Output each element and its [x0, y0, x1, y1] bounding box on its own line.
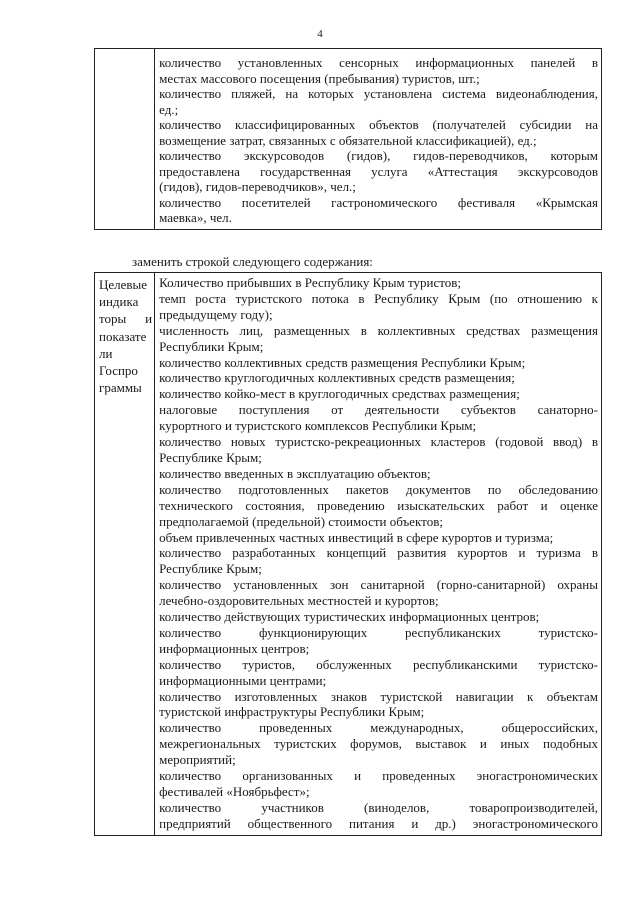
text-line: технического состояния, проведению изыскательских работ и оценке	[159, 497, 598, 513]
text-line: Республике Крым;	[159, 561, 262, 577]
text-line: (гидов), гидов-переводчиков», чел.;	[159, 179, 356, 194]
text-line: мероприятий;	[159, 752, 236, 768]
text-line: количество туристов, обслуженных республиканскими туристско-	[159, 656, 598, 672]
label-line	[99, 276, 152, 293]
label-word: показате	[99, 328, 147, 344]
text-line: объем привлеченных частных инвестиций в сфере курортов и туризма;	[159, 529, 554, 545]
label-word: Госпро	[99, 363, 138, 379]
text-line: Республики Крым;	[159, 338, 264, 354]
text-line: возмещение затрат, связанных с обязательной классификацией), ед.;	[159, 132, 537, 148]
label-line	[99, 310, 152, 327]
text-line: количество проведенных международных, общероссийских,	[159, 720, 598, 736]
text-line: туристской инфраструктуры Республики Крым;	[159, 704, 425, 720]
label-word: индика	[99, 294, 139, 310]
text-line: количество экскурсоводов (гидов), гидов-переводчиков, которым	[159, 148, 598, 163]
text-line: предприятий общественного питания и др.) эногастрономического	[159, 815, 598, 831]
text-line: количество разработанных концепций развития курортов и туризма в	[159, 545, 598, 561]
indicator-list-cell	[155, 273, 602, 836]
text-line: межрегиональных туристских форумов, выставок и иных подобных	[159, 736, 598, 752]
text-line: численность лиц, размещенных в коллективных средствах размещения	[159, 322, 598, 338]
text-line: темп роста туристского потока в Республику Крым (по отношению к	[159, 290, 598, 306]
text-line: предполагаемой (предельной) стоимости объектов;	[159, 513, 443, 529]
label-cell-empty	[95, 49, 155, 230]
label-word: граммы	[99, 380, 142, 396]
text-line: количество функционирующих республиканских туристско-	[159, 624, 598, 640]
text-line: лечебно-оздоровительных местностей и курортов;	[159, 593, 439, 609]
label-word: ли	[99, 345, 113, 361]
table-row	[95, 49, 602, 230]
replacement-instruction: заменить строкой следующего содержания:	[132, 254, 373, 269]
text-line: курортного и туристского комплексов Республики Крым;	[159, 418, 477, 434]
text-line: маевка», чел.	[159, 210, 232, 225]
label-line	[99, 379, 152, 396]
text-line: предыдущему году);	[159, 306, 273, 322]
text-line: количество подготовленных пакетов документов по обследованию	[159, 481, 598, 497]
text-line: количество действующих туристических информационных центров;	[159, 609, 540, 625]
label-word: и	[145, 311, 153, 327]
text-line: количество коллективных средств размещения Республики Крым;	[159, 354, 526, 370]
new-row-table	[94, 272, 602, 836]
text-line: количество участников (виноделов, товаропроизводителей,	[159, 799, 598, 815]
label-line	[99, 345, 152, 362]
text-line: количество посетителей гастрономического фестиваля «Крымская	[159, 194, 598, 210]
row-label-cell	[95, 273, 155, 836]
text-line: предоставлена государственная услуга «Аттестация экскурсоводов	[159, 163, 598, 179]
text-line: местах массового посещения (пребывания) туристов, шт.;	[159, 70, 480, 86]
text-line: Республике Крым;	[159, 449, 262, 465]
text-line: информационных центров;	[159, 640, 310, 656]
text-line: фестивалей «Ноябрьфест»;	[159, 784, 310, 799]
label-word: торы	[99, 311, 127, 327]
text-line: количество установленных сенсорных информационных панелей в	[159, 55, 598, 70]
text-line: количество организованных и проведенных эногастрономических	[159, 768, 598, 784]
indicator-list-cell	[155, 49, 602, 230]
label-line	[99, 362, 152, 379]
page-number: 4	[317, 28, 323, 40]
text-line: количество круглогодичных коллективных средств размещения;	[159, 370, 515, 386]
text-line: количество классифицированных объектов (получателей субсидии на	[159, 117, 598, 132]
text-line: налоговые поступления от деятельности субъектов санаторно-	[159, 402, 598, 418]
previous-row-table	[94, 48, 602, 230]
table-row	[95, 273, 602, 836]
label-word: Целевые	[99, 277, 148, 292]
text-line: информационными центрами;	[159, 672, 327, 688]
text-line: количество пляжей, на которых установлена система видеонаблюдения,	[159, 86, 598, 101]
text-line: количество изготовленных знаков туристской навигации к объектам	[159, 688, 598, 704]
text-line: Количество прибывших в Республику Крым туристов;	[159, 275, 461, 290]
label-line	[99, 328, 152, 345]
text-line: количество установленных зон санитарной (горно-санитарной) охраны	[159, 577, 598, 593]
text-line: количество новых туристско-рекреационных кластеров (годовой ввод) в	[159, 434, 598, 450]
text-line: количество койко-мест в круглогодичных средствах размещения;	[159, 386, 520, 402]
text-line: ед.;	[159, 101, 179, 117]
label-line	[99, 293, 152, 310]
text-line: количество введенных в эксплуатацию объектов;	[159, 465, 431, 481]
